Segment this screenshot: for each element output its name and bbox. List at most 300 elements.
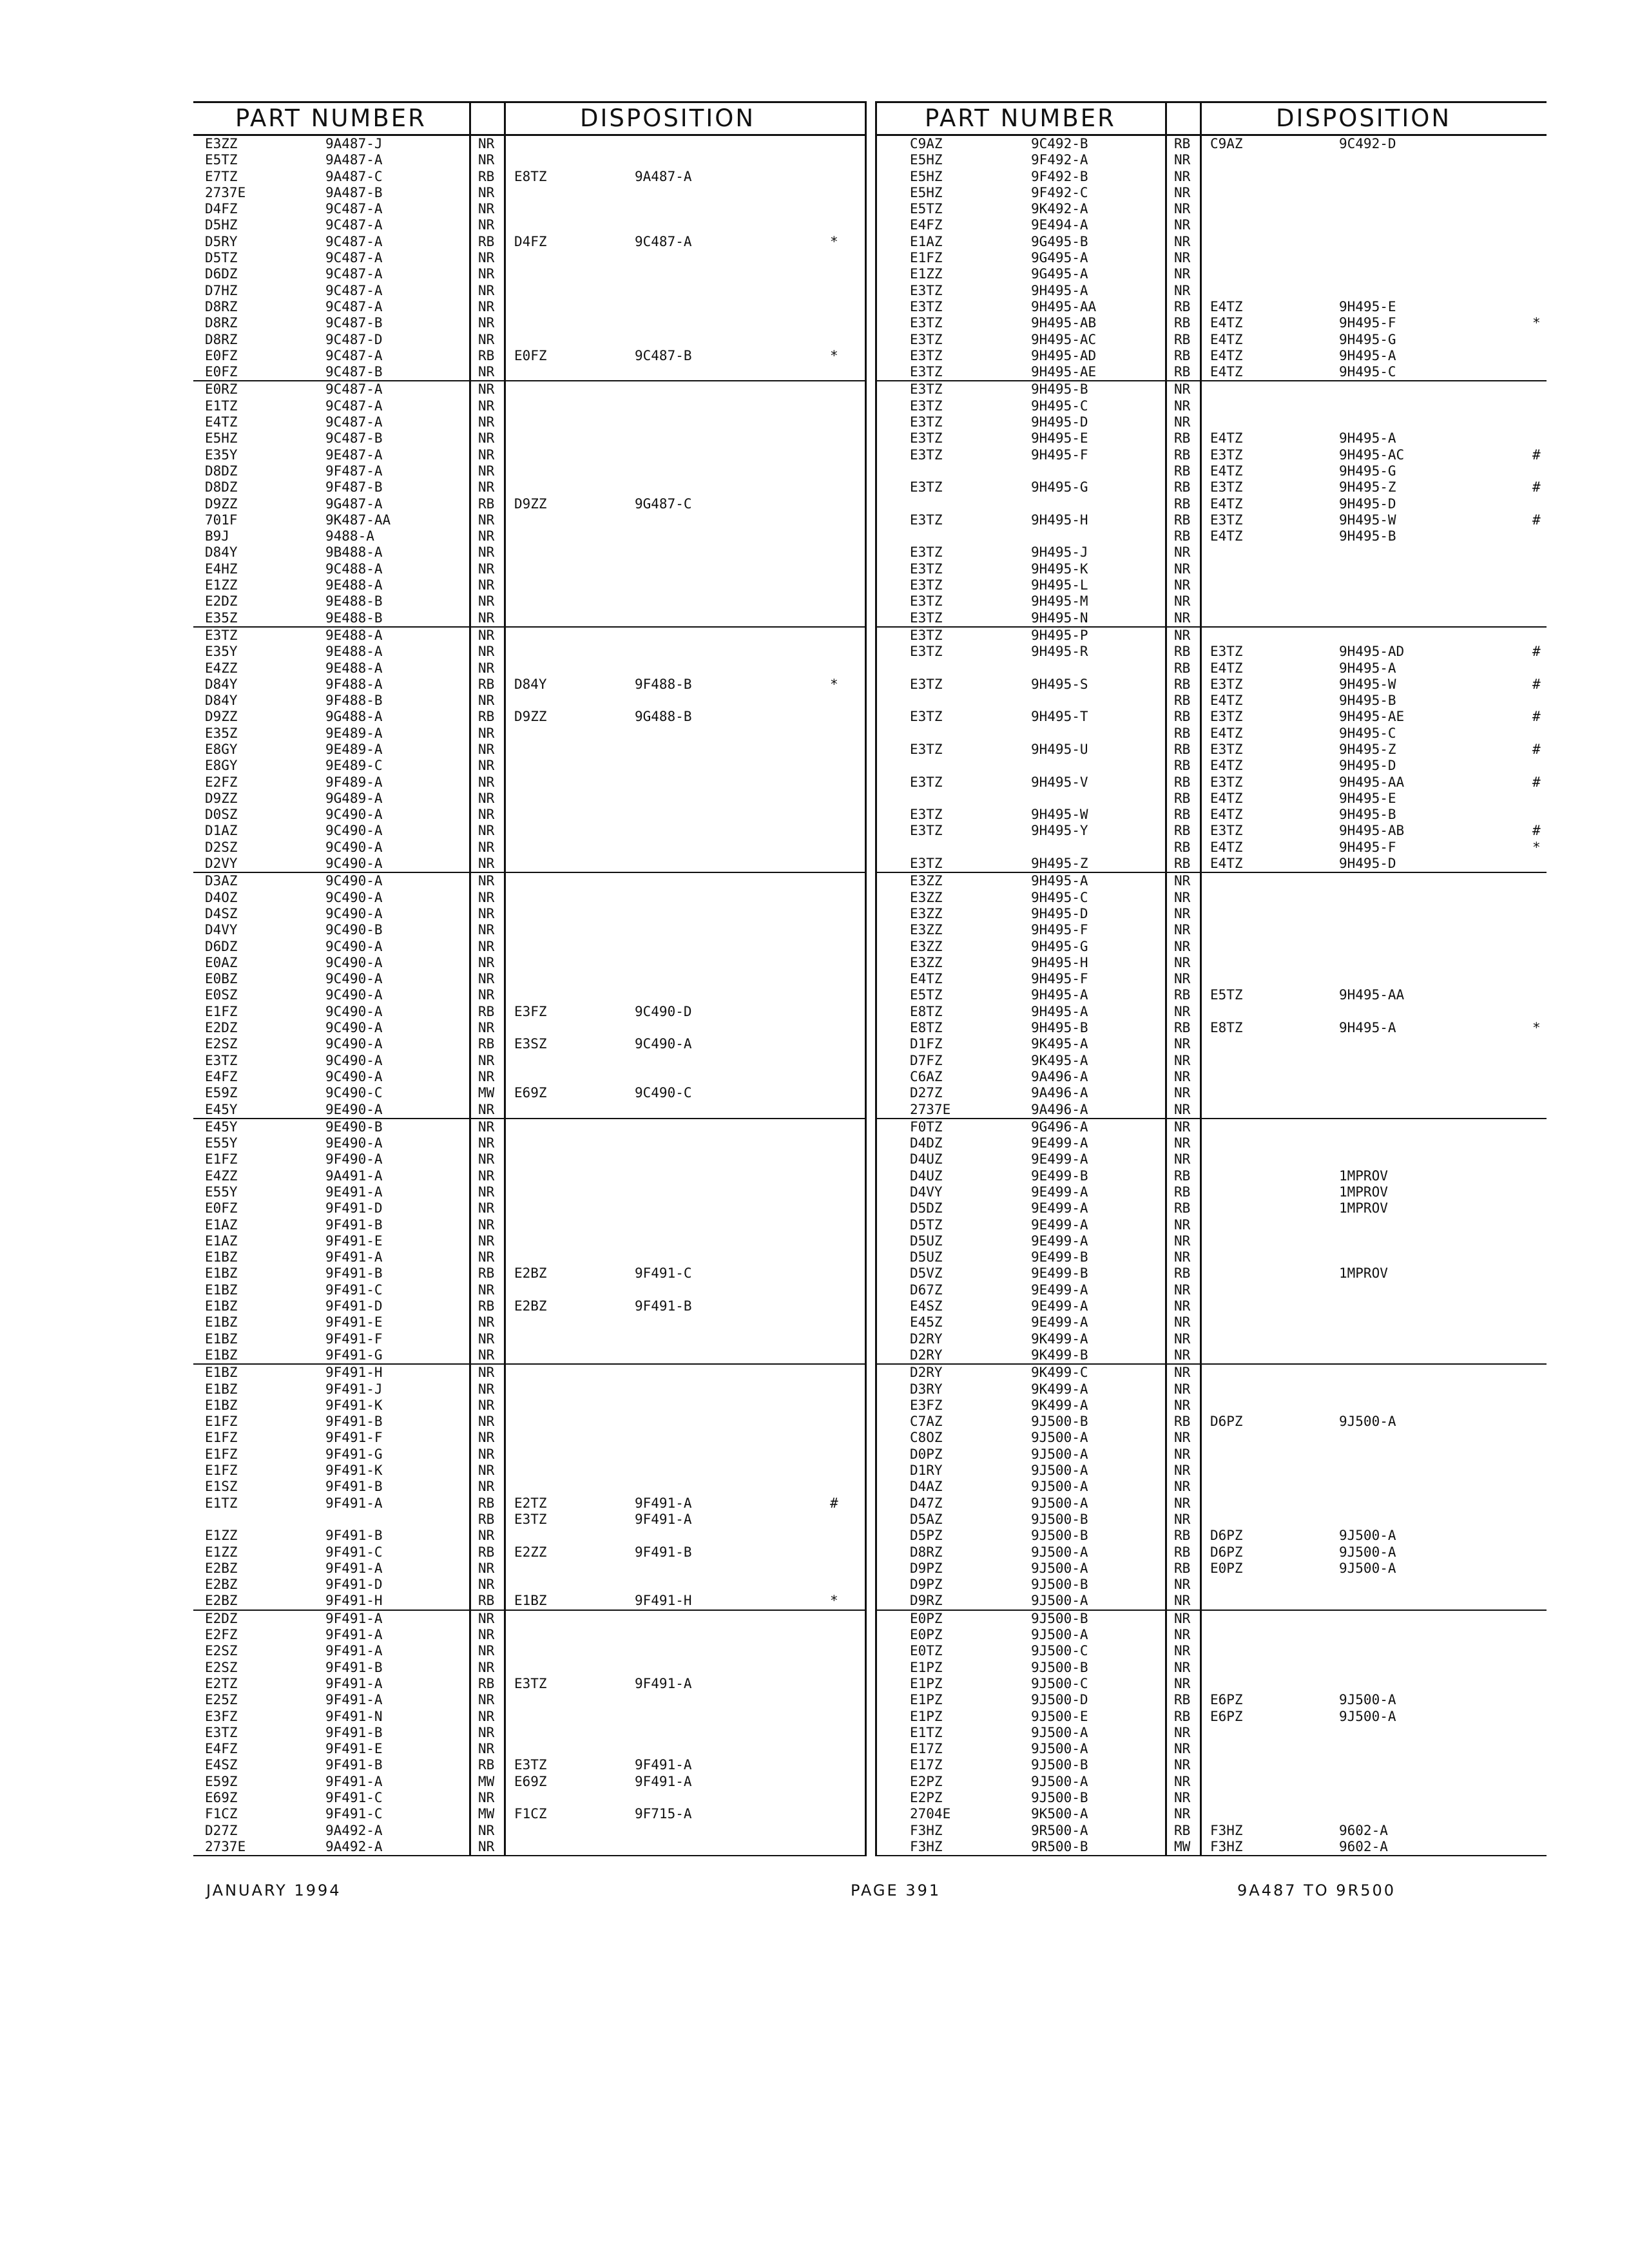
part-base: 9J500-B xyxy=(1031,1511,1088,1527)
replacement-part: 1MPROV xyxy=(1339,1265,1388,1282)
part-base: 9F491-A xyxy=(325,1773,383,1789)
replacement-prefix: D9ZZ xyxy=(514,495,547,512)
disposition-code: NR xyxy=(478,1216,495,1233)
disposition-code: NR xyxy=(478,1249,495,1265)
part-prefix: C8OZ xyxy=(910,1430,943,1446)
disposition-code: NR xyxy=(478,938,495,954)
disposition-code: NR xyxy=(1174,414,1191,430)
replacement-prefix: E4TZ xyxy=(1210,495,1243,512)
disposition-code: NR xyxy=(1174,1365,1191,1381)
table-row xyxy=(876,1774,1547,1790)
replacement-part: 9C487-B xyxy=(635,347,692,363)
table-row xyxy=(876,315,1547,331)
replacement-part: 9F491-A xyxy=(635,1757,692,1773)
disposition-code: RB xyxy=(478,1511,495,1527)
replacement-prefix: E1BZ xyxy=(514,1593,547,1609)
disposition-code: NR xyxy=(478,922,495,938)
part-base: 9G487-A xyxy=(325,495,383,512)
part-prefix: E2DZ xyxy=(205,1020,238,1036)
part-prefix: E3ZZ xyxy=(910,873,943,889)
part-prefix: D4AZ xyxy=(910,1479,943,1495)
disposition-code: NR xyxy=(478,856,495,872)
table-row xyxy=(876,906,1547,922)
part-base: 9F489-A xyxy=(325,774,383,790)
disposition-code: NR xyxy=(478,479,495,495)
table-row xyxy=(193,1168,867,1184)
table-row xyxy=(876,890,1547,906)
replacement-prefix: E4TZ xyxy=(1210,347,1243,363)
replacement-part: 9F491-A xyxy=(635,1511,692,1527)
part-base: 9H495-Y xyxy=(1031,823,1088,839)
part-base: 9E499-A xyxy=(1031,1135,1088,1151)
part-prefix: E3TZ xyxy=(910,347,943,363)
table-row xyxy=(876,528,1547,544)
replacement-part: 9H495-A xyxy=(1339,347,1396,363)
note-mark: # xyxy=(830,1495,838,1511)
table-row xyxy=(193,1676,867,1692)
part-base: 9J500-C xyxy=(1031,1643,1088,1659)
part-prefix: E3TZ xyxy=(910,774,943,790)
part-prefix: E2FZ xyxy=(205,774,238,790)
part-base: 9C490-A xyxy=(325,938,383,954)
part-base: 9J500-B xyxy=(1031,1528,1088,1544)
disposition-code: NR xyxy=(478,644,495,660)
disposition-code: NR xyxy=(478,331,495,347)
replacement-prefix: D6PZ xyxy=(1210,1544,1243,1560)
part-prefix: D0SZ xyxy=(205,807,238,823)
part-base: 9F491-B xyxy=(325,1757,383,1773)
table-row xyxy=(193,873,867,889)
part-base: 9F491-A xyxy=(325,1643,383,1659)
table-row xyxy=(193,1430,867,1446)
disposition-code: NR xyxy=(1174,922,1191,938)
part-base: 9C487-A xyxy=(325,381,383,398)
table-row xyxy=(193,1135,867,1151)
part-prefix: E1FZ xyxy=(910,250,943,266)
disposition-code: NR xyxy=(478,298,495,314)
part-prefix: E0PZ xyxy=(910,1610,943,1626)
table-row xyxy=(876,1020,1547,1036)
table-row xyxy=(193,561,867,577)
part-base: 9F491-C xyxy=(325,1789,383,1805)
disposition-code: NR xyxy=(1174,1479,1191,1495)
replacement-prefix: F3HZ xyxy=(1210,1838,1243,1854)
part-base: 9E499-A xyxy=(1031,1233,1088,1249)
table-row xyxy=(193,709,867,725)
part-prefix: E3ZZ xyxy=(910,922,943,938)
part-base: 9C488-A xyxy=(325,561,383,577)
disposition-code: RB xyxy=(1174,1168,1191,1184)
table-row xyxy=(876,1495,1547,1512)
table-row xyxy=(193,1823,867,1839)
disposition-code: NR xyxy=(478,1577,495,1593)
part-base: 9F491-J xyxy=(325,1381,383,1397)
disposition-code: RB xyxy=(478,676,495,692)
replacement-part: 9C487-A xyxy=(635,233,692,249)
disposition-code: RB xyxy=(1174,331,1191,347)
part-prefix: F3HZ xyxy=(910,1822,943,1838)
disposition-code: RB xyxy=(478,1675,495,1691)
part-prefix: D5UZ xyxy=(910,1233,943,1249)
replacement-part: 9C492-D xyxy=(1339,136,1396,151)
replacement-prefix: E69Z xyxy=(514,1773,547,1789)
table-row xyxy=(193,348,867,364)
disposition-code: NR xyxy=(478,315,495,331)
part-base: 9E488-A xyxy=(325,660,383,676)
table-row xyxy=(876,693,1547,709)
note-mark: # xyxy=(1532,644,1541,660)
part-prefix: E0SZ xyxy=(205,987,238,1003)
table-row xyxy=(193,250,867,266)
part-base: 9F491-H xyxy=(325,1593,383,1609)
disposition-code: RB xyxy=(1174,660,1191,676)
disposition-code: RB xyxy=(1174,315,1191,331)
replacement-part: 9602-A xyxy=(1339,1838,1388,1854)
part-prefix: D27Z xyxy=(205,1822,238,1838)
replacement-part: 9H495-E xyxy=(1339,790,1396,806)
replacement-prefix: E3FZ xyxy=(514,1003,547,1019)
part-prefix: E1ZZ xyxy=(205,1528,238,1544)
replacement-prefix: E6PZ xyxy=(1210,1708,1243,1724)
part-base: 9J500-A xyxy=(1031,1741,1088,1757)
table-row xyxy=(876,1365,1547,1381)
part-prefix: D5AZ xyxy=(910,1511,943,1527)
part-base: 9E490-A xyxy=(325,1101,383,1117)
replacement-prefix: E3TZ xyxy=(1210,512,1243,528)
row-group xyxy=(193,136,867,381)
disposition-code: RB xyxy=(1174,790,1191,806)
part-base: 9K492-A xyxy=(1031,201,1088,217)
table-row xyxy=(193,971,867,987)
table-row xyxy=(876,1593,1547,1609)
part-prefix: E4ZZ xyxy=(205,1168,238,1184)
disposition-code: NR xyxy=(1174,381,1191,398)
replacement-part: 9F491-A xyxy=(635,1675,692,1691)
disposition-code: RB xyxy=(1174,741,1191,757)
part-base: 9C487-A xyxy=(325,347,383,363)
table-row xyxy=(876,791,1547,807)
part-prefix: 701F xyxy=(205,512,238,528)
table-row xyxy=(193,1790,867,1806)
disposition-code: NR xyxy=(1174,1314,1191,1331)
disposition-code: RB xyxy=(1174,495,1191,512)
disposition-code: NR xyxy=(1174,1659,1191,1675)
part-base: 9H495-Z xyxy=(1031,856,1088,872)
disposition-code: NR xyxy=(478,1020,495,1036)
table-row xyxy=(876,1282,1547,1298)
column-divider xyxy=(504,101,506,1856)
part-base: 9F491-A xyxy=(325,1692,383,1708)
replacement-part: 9C490-C xyxy=(635,1085,692,1101)
part-base: 9H495-H xyxy=(1031,512,1088,528)
part-prefix: E5HZ xyxy=(910,152,943,168)
part-prefix: E5TZ xyxy=(205,152,238,168)
replacement-part: 9F488-B xyxy=(635,676,692,692)
part-base: 9J500-C xyxy=(1031,1675,1088,1691)
part-base: 9A496-A xyxy=(1031,1068,1088,1084)
part-prefix: D1AZ xyxy=(205,823,238,839)
part-base: 9J500-A xyxy=(1031,1430,1088,1446)
table-row xyxy=(876,201,1547,217)
disposition-code: NR xyxy=(1174,1151,1191,1168)
part-base: 9K487-AA xyxy=(325,512,391,528)
part-prefix: E0FZ xyxy=(205,347,238,363)
disposition-heading: DISPOSITION xyxy=(1276,104,1452,132)
part-prefix: D5TZ xyxy=(205,250,238,266)
disposition-code: NR xyxy=(478,512,495,528)
left-table-body xyxy=(193,136,867,1856)
part-prefix: E3TZ xyxy=(910,627,943,643)
disposition-code: RB xyxy=(1174,1528,1191,1544)
table-row xyxy=(876,610,1547,626)
table-row xyxy=(876,332,1547,348)
part-base: 9F491-B xyxy=(325,1659,383,1675)
part-base: 9G488-A xyxy=(325,709,383,725)
part-base: 9A492-A xyxy=(325,1838,383,1854)
disposition-code: NR xyxy=(1174,627,1191,643)
part-base: 9E488-B xyxy=(325,610,383,626)
table-row xyxy=(193,234,867,250)
part-base: 9B488-A xyxy=(325,544,383,561)
part-base: 9E487-A xyxy=(325,447,383,463)
part-base: 9E490-B xyxy=(325,1119,383,1135)
disposition-code: RB xyxy=(1174,725,1191,741)
part-prefix: D84Y xyxy=(205,693,238,709)
part-base: 9K500-A xyxy=(1031,1806,1088,1822)
disposition-code: NR xyxy=(1174,561,1191,577)
table-row xyxy=(876,774,1547,791)
table-row xyxy=(193,742,867,758)
part-base: 9H495-H xyxy=(1031,954,1088,970)
part-prefix: D84Y xyxy=(205,544,238,561)
part-base: 9C490-A xyxy=(325,856,383,872)
disposition-code: NR xyxy=(1174,1741,1191,1757)
table-row xyxy=(193,1151,867,1168)
disposition-code: NR xyxy=(478,152,495,168)
disposition-code: NR xyxy=(478,1789,495,1805)
part-base: 9H495-B xyxy=(1031,1020,1088,1036)
part-prefix: E45Y xyxy=(205,1119,238,1135)
table-row xyxy=(876,577,1547,593)
part-base: 9C490-C xyxy=(325,1085,383,1101)
row-group xyxy=(193,873,867,1119)
table-row xyxy=(193,677,867,693)
part-base: 9H495-U xyxy=(1031,741,1088,757)
table-row xyxy=(193,593,867,610)
table-row xyxy=(193,185,867,201)
part-prefix: D7FZ xyxy=(910,1052,943,1068)
disposition-code: RB xyxy=(1174,823,1191,839)
part-base: 9C487-A xyxy=(325,266,383,282)
replacement-part: 9G488-B xyxy=(635,709,692,725)
replacement-prefix: D9ZZ xyxy=(514,709,547,725)
replacement-part: 9H495-A xyxy=(1339,1020,1396,1036)
table-row xyxy=(193,1757,867,1773)
note-mark: # xyxy=(1532,676,1541,692)
part-base: 9H495-G xyxy=(1031,938,1088,954)
replacement-part: 9H495-AA xyxy=(1339,987,1405,1003)
part-base: 9J500-B xyxy=(1031,1789,1088,1805)
replacement-prefix: E3SZ xyxy=(514,1036,547,1052)
part-base: 9C490-A xyxy=(325,1003,383,1019)
note-mark: * xyxy=(830,1593,838,1609)
disposition-code: NR xyxy=(478,463,495,479)
table-row xyxy=(876,644,1547,660)
row-group xyxy=(193,1611,867,1856)
table-row xyxy=(876,758,1547,774)
table-row xyxy=(876,709,1547,725)
part-prefix: E3TZ xyxy=(910,298,943,314)
part-prefix: D2RY xyxy=(910,1331,943,1347)
part-base: 9F491-K xyxy=(325,1397,383,1413)
disposition-code: RB xyxy=(1174,1708,1191,1724)
part-base: 9J500-B xyxy=(1031,1610,1088,1626)
table-row xyxy=(876,1217,1547,1233)
part-base: 9F491-A xyxy=(325,1610,383,1626)
part-base: 9H495-V xyxy=(1031,774,1088,790)
table-row xyxy=(193,315,867,331)
disposition-code: RB xyxy=(1174,1544,1191,1560)
disposition-code: NR xyxy=(1174,1643,1191,1659)
part-base: 9A487-C xyxy=(325,168,383,184)
part-prefix: E3TZ xyxy=(910,644,943,660)
disposition-code: NR xyxy=(478,1101,495,1117)
table-row xyxy=(876,1627,1547,1643)
replacement-prefix: E4TZ xyxy=(1210,463,1243,479)
part-base: 9C490-A xyxy=(325,1020,383,1036)
table-row xyxy=(193,1282,867,1298)
replacement-part: 9H495-AA xyxy=(1339,774,1405,790)
part-base: 9H495-F xyxy=(1031,447,1088,463)
part-base: 9H495-J xyxy=(1031,544,1088,561)
part-prefix: E1FZ xyxy=(205,1003,238,1019)
part-prefix: E35Z xyxy=(205,725,238,741)
part-base: 9F491-A xyxy=(325,1560,383,1576)
disposition-code: NR xyxy=(1174,1397,1191,1413)
part-prefix: E45Y xyxy=(205,1101,238,1117)
disposition-code: NR xyxy=(478,1331,495,1347)
part-base: 9K499-A xyxy=(1031,1331,1088,1347)
disposition-code: NR xyxy=(478,807,495,823)
disposition-code: RB xyxy=(478,1036,495,1052)
disposition-code: NR xyxy=(478,528,495,544)
part-base: 9C490-A xyxy=(325,971,383,987)
table-row xyxy=(876,1725,1547,1741)
disposition-code: RB xyxy=(1174,479,1191,495)
part-base: 9H495-W xyxy=(1031,807,1088,823)
table-row xyxy=(193,1709,867,1725)
part-prefix: E3TZ xyxy=(910,741,943,757)
part-prefix: E2SZ xyxy=(205,1659,238,1675)
table-row xyxy=(876,1381,1547,1398)
table-row xyxy=(193,1020,867,1036)
part-prefix: E5HZ xyxy=(910,168,943,184)
disposition-code: RB xyxy=(1174,807,1191,823)
part-prefix: D7HZ xyxy=(205,282,238,298)
disposition-code: NR xyxy=(1174,1068,1191,1084)
disposition-code: NR xyxy=(1174,1036,1191,1052)
part-base: 9H495-A xyxy=(1031,873,1088,889)
table-row xyxy=(193,1119,867,1135)
part-base: 9H495-S xyxy=(1031,676,1088,692)
replacement-prefix: E2ZZ xyxy=(514,1544,547,1560)
table-row xyxy=(876,1676,1547,1692)
part-base: 9F492-A xyxy=(1031,152,1088,168)
part-prefix: D84Y xyxy=(205,676,238,692)
part-base: 9C490-A xyxy=(325,987,383,1003)
part-base: 9F491-B xyxy=(325,1216,383,1233)
table-row xyxy=(876,1168,1547,1184)
disposition-code: NR xyxy=(1174,1806,1191,1822)
replacement-part: 9J500-A xyxy=(1339,1414,1396,1430)
table-row xyxy=(193,1479,867,1495)
table-row xyxy=(876,152,1547,168)
disposition-code: NR xyxy=(478,1643,495,1659)
table-row xyxy=(876,1119,1547,1135)
table-row xyxy=(876,512,1547,528)
part-base: 9H495-AD xyxy=(1031,347,1097,363)
table-row xyxy=(876,1692,1547,1708)
disposition-code: NR xyxy=(1174,1052,1191,1068)
part-base: 9J500-A xyxy=(1031,1479,1088,1495)
disposition-code: NR xyxy=(1174,577,1191,593)
disposition-code: NR xyxy=(478,1446,495,1462)
part-prefix: E3TZ xyxy=(910,447,943,463)
table-row xyxy=(193,644,867,660)
replacement-part: 9G487-C xyxy=(635,495,692,512)
disposition-code: RB xyxy=(1174,430,1191,447)
part-prefix: E3TZ xyxy=(910,398,943,414)
table-row xyxy=(876,1643,1547,1659)
disposition-code: NR xyxy=(478,398,495,414)
disposition-code: RB xyxy=(478,1544,495,1560)
disposition-code: NR xyxy=(1174,1282,1191,1298)
table-row xyxy=(193,628,867,644)
row-group xyxy=(876,1611,1547,1856)
part-base: 9F491-D xyxy=(325,1298,383,1314)
column-divider xyxy=(865,101,867,1856)
left-table xyxy=(193,101,867,1856)
table-row xyxy=(876,807,1547,823)
table-row xyxy=(876,1660,1547,1676)
table-row xyxy=(193,1233,867,1249)
disposition-code: NR xyxy=(478,1282,495,1298)
part-base: 9H495-T xyxy=(1031,709,1088,725)
replacement-part: 9J500-A xyxy=(1339,1692,1396,1708)
part-base: 9A487-J xyxy=(325,136,383,151)
table-row xyxy=(193,152,867,168)
disposition-code: RB xyxy=(1174,463,1191,479)
part-prefix: E2FZ xyxy=(205,1627,238,1643)
table-row xyxy=(876,1790,1547,1806)
disposition-code: NR xyxy=(1174,1789,1191,1805)
table-row xyxy=(876,1233,1547,1249)
disposition-code: NR xyxy=(1174,1331,1191,1347)
table-row xyxy=(876,1200,1547,1216)
disposition-code: RB xyxy=(1174,644,1191,660)
part-prefix: E3TZ xyxy=(910,364,943,380)
disposition-code: NR xyxy=(478,954,495,970)
disposition-code: RB xyxy=(1174,364,1191,380)
note-mark: * xyxy=(830,347,838,363)
table-row xyxy=(193,1085,867,1101)
part-prefix: D2RY xyxy=(910,1365,943,1381)
disposition-code: NR xyxy=(1174,1135,1191,1151)
part-prefix: D9PZ xyxy=(910,1560,943,1576)
table-row xyxy=(193,1806,867,1822)
part-prefix: E1SZ xyxy=(205,1479,238,1495)
disposition-code: NR xyxy=(1174,1446,1191,1462)
